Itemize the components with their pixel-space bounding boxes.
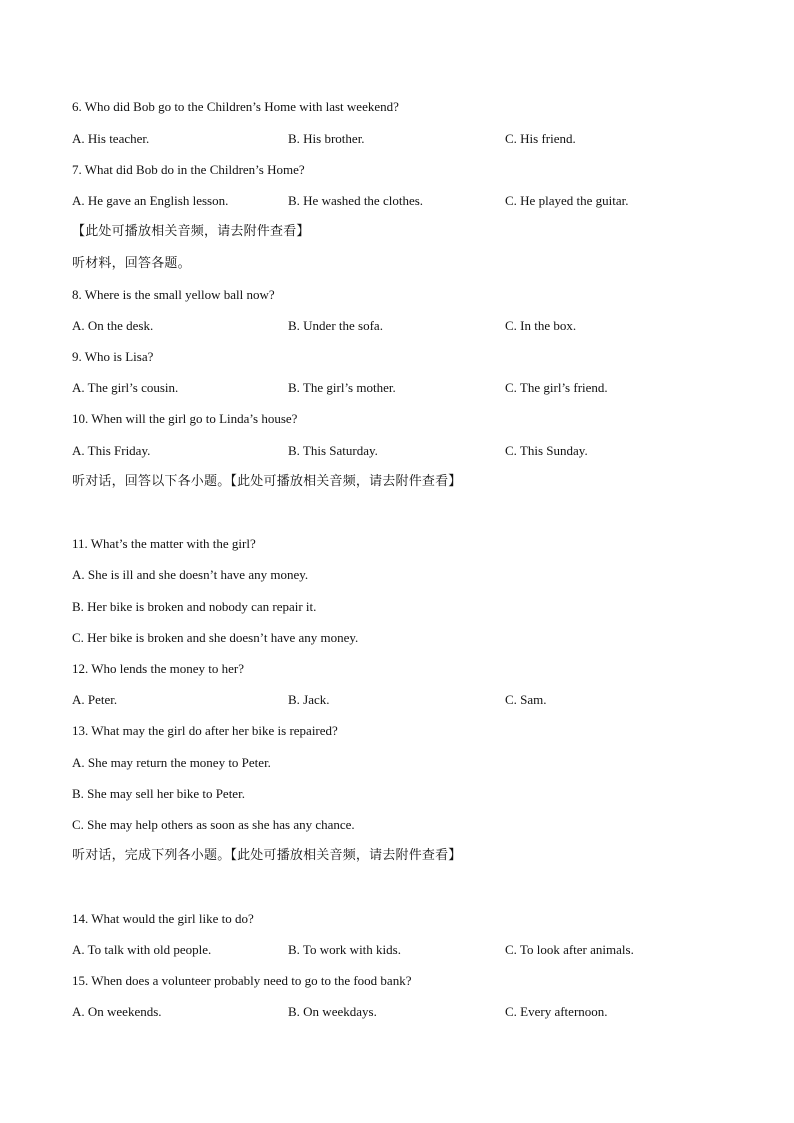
option-a: A. This Friday. — [72, 443, 151, 458]
option-a: A. On the desk. — [72, 318, 154, 333]
option-b: B. He washed the clothes. — [288, 193, 424, 208]
option-b: B. The girl’s mother. — [288, 380, 396, 395]
option-a: A. To talk with old people. — [72, 942, 212, 957]
question-7-options — [72, 193, 722, 209]
question-14-stem: 14. What would the girl like to do? — [72, 911, 254, 926]
question-7-stem: 7. What did Bob do in the Children’s Home? — [72, 162, 305, 177]
option-a: A. He gave an English lesson. — [72, 193, 229, 208]
section-instruction: 听对话，完成下列各小题。【此处可播放相关音频，请去附件查看】 — [72, 848, 462, 863]
question-11-stem: 11. What’s the matter with the girl? — [72, 536, 256, 551]
question-15-stem: 15. When does a volunteer probably need to go to the food bank? — [72, 973, 412, 988]
option-a: A. On weekends. — [72, 1004, 162, 1019]
option-c: C. To look after animals. — [505, 942, 634, 957]
question-8-stem: 8. Where is the small yellow ball now? — [72, 287, 275, 302]
option-c: C. In the box. — [505, 318, 577, 333]
question-13-option-b: B. She may sell her bike to Peter. — [72, 786, 245, 801]
option-b: B. On weekdays. — [288, 1004, 377, 1019]
question-10-stem: 10. When will the girl go to Linda’s house? — [72, 411, 298, 426]
section-instruction: 听材料，回答各题。 — [72, 256, 191, 271]
question-11-option-c: C. Her bike is broken and she doesn’t have any money. — [72, 630, 359, 645]
question-8-options — [72, 318, 722, 334]
option-b: B. Under the sofa. — [288, 318, 383, 333]
option-b: B. His brother. — [288, 131, 365, 146]
question-6-stem: 6. Who did Bob go to the Children’s Home with last weekend? — [72, 99, 399, 114]
option-c: C. Sam. — [505, 692, 547, 707]
section-instruction: 听对话，回答以下各小题。【此处可播放相关音频，请去附件查看】 — [72, 474, 462, 489]
question-6-options — [72, 131, 722, 147]
option-a: A. Peter. — [72, 692, 118, 707]
question-12-options — [72, 692, 722, 708]
question-11-option-b: B. Her bike is broken and nobody can repair it. — [72, 599, 317, 614]
question-14-options — [72, 942, 722, 958]
option-c: C. Every afternoon. — [505, 1004, 608, 1019]
question-12-stem: 12. Who lends the money to her? — [72, 661, 244, 676]
question-11-option-a: A. She is ill and she doesn’t have any money. — [72, 567, 309, 582]
option-c: C. His friend. — [505, 131, 576, 146]
question-10-options — [72, 443, 722, 459]
question-13-stem: 13. What may the girl do after her bike is repaired? — [72, 723, 338, 738]
question-13-option-c: C. She may help others as soon as she has any chance. — [72, 817, 355, 832]
option-b: B. This Saturday. — [288, 443, 378, 458]
question-15-options — [72, 1004, 722, 1020]
question-9-stem: 9. Who is Lisa? — [72, 349, 154, 364]
option-a: A. The girl’s cousin. — [72, 380, 179, 395]
option-b: B. To work with kids. — [288, 942, 401, 957]
option-c: C. The girl’s friend. — [505, 380, 608, 395]
option-a: A. His teacher. — [72, 131, 150, 146]
option-c: C. This Sunday. — [505, 443, 588, 458]
option-b: B. Jack. — [288, 692, 330, 707]
question-9-options — [72, 380, 722, 396]
audio-note: 【此处可播放相关音频，请去附件查看】 — [72, 224, 310, 239]
option-c: C. He played the guitar. — [505, 193, 629, 208]
question-13-option-a: A. She may return the money to Peter. — [72, 755, 271, 770]
